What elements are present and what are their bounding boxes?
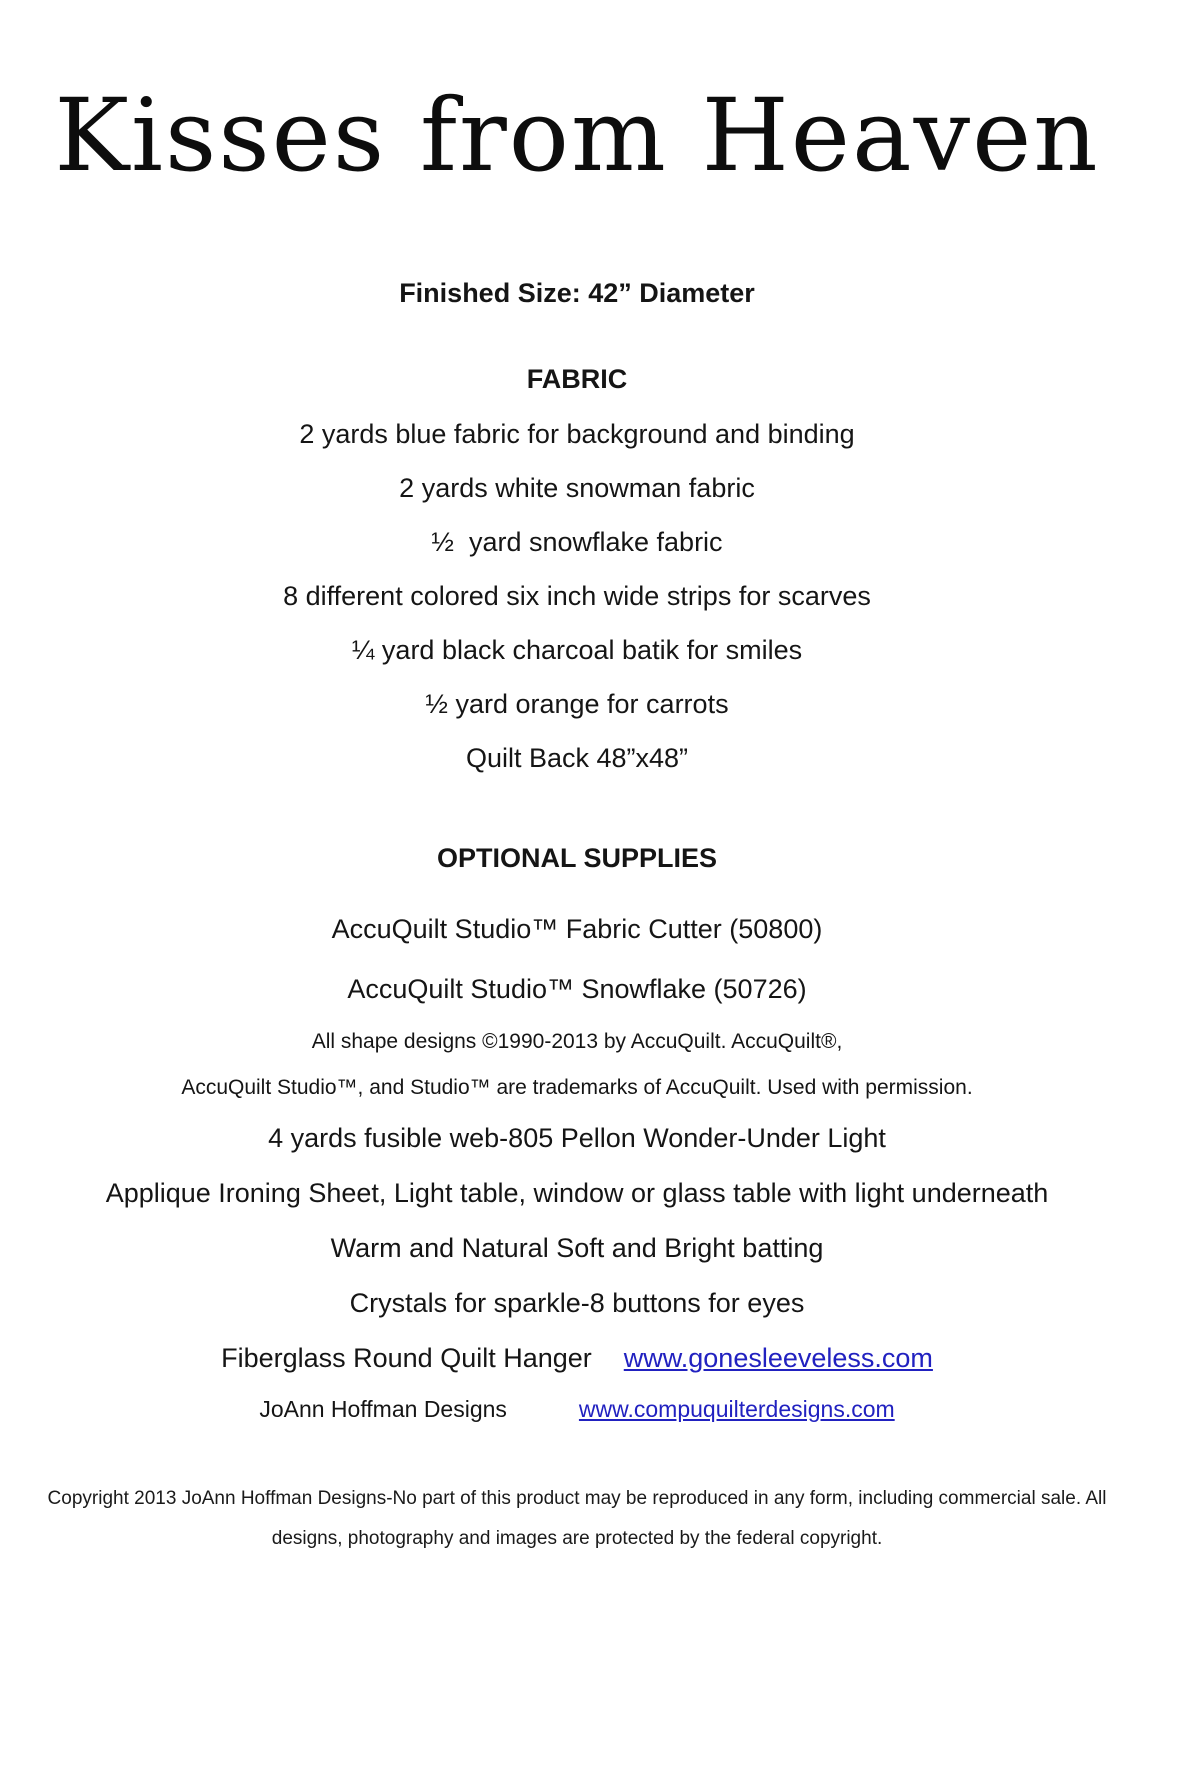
supply-item: AccuQuilt Studio™ Fabric Cutter (50800)	[331, 914, 823, 944]
trademark-line: All shape designs ©1990-2013 by AccuQuilt. AccuQuilt®,	[311, 1030, 843, 1053]
fabric-list	[22, 407, 1132, 785]
fabric-item: ½ yard orange for carrots	[425, 689, 729, 719]
supply-item: AccuQuilt Studio™ Snowflake (50726)	[347, 974, 807, 1004]
fabric-item: 2 yards white snowman fabric	[399, 473, 755, 503]
quilt-pattern-cover-page	[22, 77, 1132, 1559]
supply-item: Applique Ironing Sheet, Light table, window or glass table with light underneath	[105, 1178, 1049, 1208]
additional-supplies-list	[22, 1111, 1132, 1331]
supply-item: Crystals for sparkle-8 buttons for eyes	[349, 1288, 805, 1318]
gonesleeveless-link[interactable]: www.gonesleeveless.com	[623, 1343, 933, 1373]
designer-label: JoAnn Hoffman Designs	[259, 1396, 507, 1422]
optional-supplies-list	[22, 899, 1132, 1019]
copyright-footer	[0, 1479, 1157, 1559]
trademark-line: AccuQuilt Studio™, and Studio™ are trademarks of AccuQuilt. Used with permission.	[181, 1076, 973, 1099]
fabric-item: 8 different colored six inch wide strips for scarves	[283, 581, 871, 611]
fabric-section	[22, 364, 1132, 785]
supply-item: 4 yards fusible web-805 Pellon Wonder-Under Light	[268, 1123, 886, 1153]
finished-size-line: Finished Size: 42” Diameter	[399, 278, 755, 308]
fabric-item: 2 yards blue fabric for background and binding	[299, 419, 855, 449]
accuquilt-trademark-notice	[22, 1019, 1132, 1111]
hanger-label: Fiberglass Round Quilt Hanger	[221, 1343, 592, 1373]
optional-supplies-section	[22, 843, 1132, 1434]
compuquilterdesigns-link[interactable]: www.compuquilterdesigns.com	[578, 1396, 895, 1422]
copyright-line: Copyright 2013 JoAnn Hoffman Designs-No part of this product may be reproduced in any form, including commercial sale. All	[47, 1488, 1107, 1509]
copyright-line: designs, photography and images are protected by the federal copyright.	[271, 1528, 883, 1549]
designer-row	[22, 1385, 1132, 1434]
page-title: Kisses from Heaven	[54, 77, 1100, 194]
hanger-row	[22, 1331, 1132, 1385]
fabric-heading: FABRIC	[526, 364, 628, 394]
optional-supplies-heading: OPTIONAL SUPPLIES	[436, 843, 718, 873]
supply-item: Warm and Natural Soft and Bright batting	[330, 1233, 824, 1263]
fabric-item: ¼ yard black charcoal batik for smiles	[351, 635, 803, 665]
fabric-item: ½ yard snowflake fabric	[431, 527, 723, 557]
fabric-item: Quilt Back 48”x48”	[465, 743, 689, 773]
